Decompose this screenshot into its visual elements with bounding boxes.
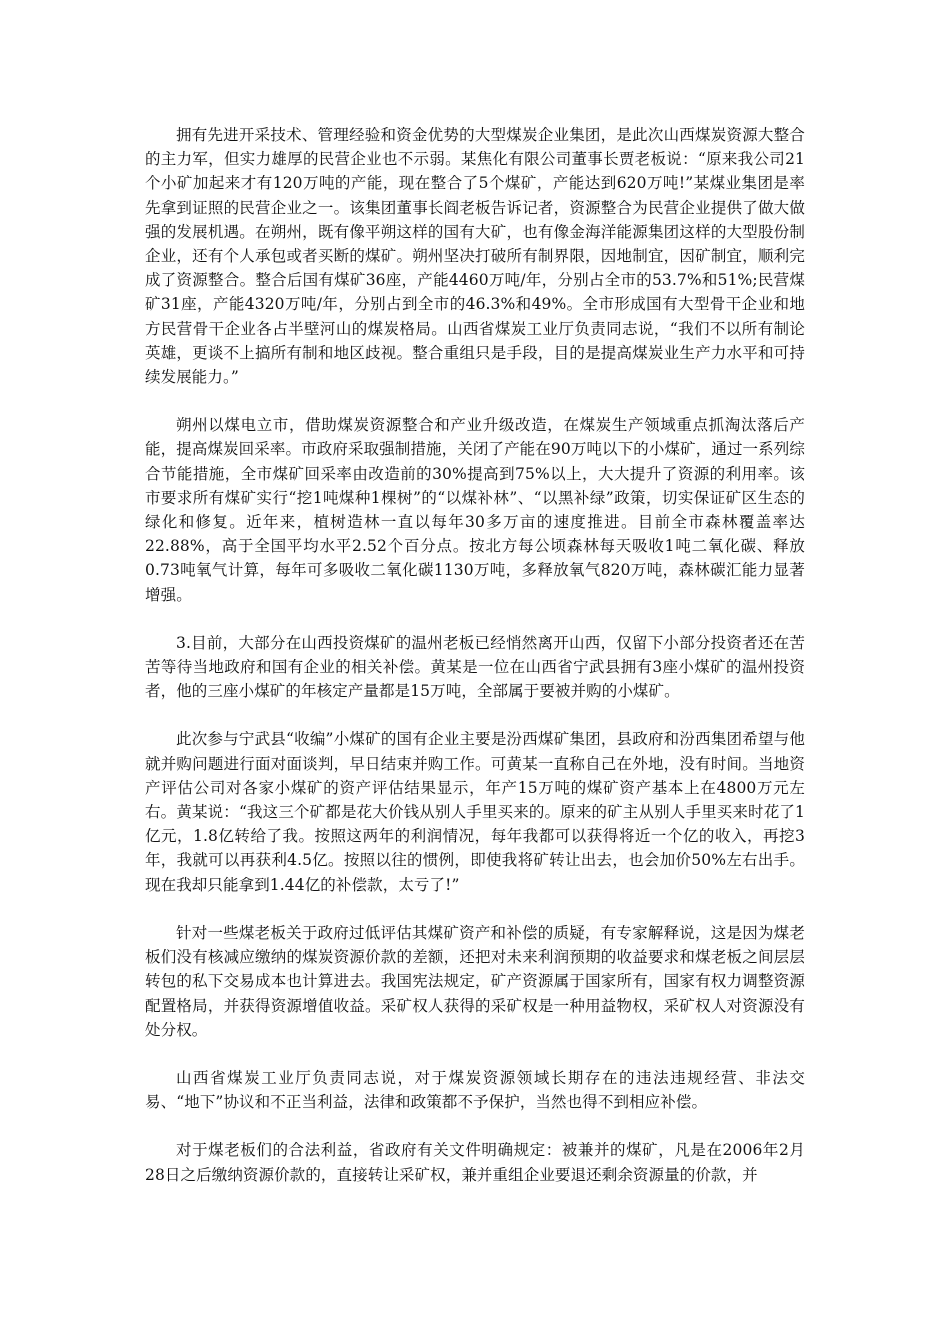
paragraph-ningwu-acquisition: 此次参与宁武县“收编”小煤矿的国有企业主要是汾西煤矿集团，县政府和汾西集团希望与他就并购问题进行面对面谈判，早日结束并购工作。可黄某一直称自己在外地，没有时间。当地资产评估公司对各家小煤矿的资产评估结果显示，年产15万吨的煤矿资产基本上在4800万元左右。黄某说：“我这三个矿都是花大价钱从别人手里买来的。原来的矿主从别人手里买来时花了1亿元，1.8亿转给了我。按照这两年的利润情况，每年我都可以获得将近一个亿的收入，再挖3年，我就可以再获利4.5亿。按照以往的惯例，即使我将矿转让出去，也会加价50%左右出手。现在我却只能拿到1.44亿的补偿款，太亏了!” bbox=[145, 730, 805, 894]
paragraph-coal-bureau-statement: 山西省煤炭工业厅负责同志说，对于煤炭资源领域长期存在的违法违规经营、非法交易、“地下”协议和不正当利益，法律和政策都不予保护，当然也得不到相应补偿。 bbox=[145, 1068, 805, 1112]
paragraph-wenzhou-investors: 3.目前，大部分在山西投资煤矿的温州老板已经悄然离开山西，仅留下小部分投资者还在苦苦等待当地政府和国有企业的相关补偿。黄某是一位在山西省宁武县拥有3座小煤矿的温州投资者，他的三座小煤矿的年核定产量都是15万吨，全部属于要被并购的小煤矿。 bbox=[145, 633, 805, 701]
paragraph-shuozhou-energy-saving: 朔州以煤电立市，借助煤炭资源整合和产业升级改造，在煤炭生产领域重点抓淘汰落后产能，提高煤炭回采率。市政府采取强制措施，关闭了产能在90万吨以下的小煤矿，通过一系列综合节能措施，全市煤矿回采率由改造前的30%提高到75%以上，大大提升了资源的利用率。该市要求所有煤矿实行“挖1吨煤种1棵树”的“以煤补林”、“以黑补绿”政策，切实保证矿区生态的绿化和修复。近年来，植树造林一直以每年30多万亩的速度推进。目前全市森林覆盖率达22.88%，高于全国平均水平2.52个百分点。按北方每公顷森林每天吸收1吨二氧化碳、释放0.73吨氧气计算，每年可多吸收二氧化碳1130万吨，多释放氧气820万吨，森林碳汇能力显著增强。 bbox=[145, 416, 805, 604]
paragraph-coal-integration-private-enterprises: 拥有先进开采技术、管理经验和资金优势的大型煤炭企业集团，是此次山西煤炭资源大整合的主力军，但实力雄厚的民营企业也不示弱。某焦化有限公司董事长贾老板说：“原来我公司21个小矿加起来才有120万吨的产能，现在整合了5个煤矿，产能达到620万吨!”某煤业集团是率先拿到证照的民营企业之一。该集团董事长阎老板告诉记者，资源整合为民营企业提供了做大做强的发展机遇。在朔州，既有像平朔这样的国有大矿，也有像金海洋能源集团这样的大型股份制企业，还有个人承包或者买断的煤矿。朔州坚决打破所有制界限，因地制宜，因矿制宜，顺利完成了资源整合。整合后国有煤矿36座，产能4460万吨/年，分别占全市的53.7%和51%;民营煤矿31座，产能4320万吨/年，分别占到全市的46.3%和49%。全市形成国有大型骨干企业和地方民营骨干企业各占半壁河山的煤炭格局。山西省煤炭工业厅负责同志说，“我们不以所有制论英雄，更谈不上搞所有制和地区歧视。整合重组只是手段，目的是提高煤炭业生产力水平和可持续发展能力。” bbox=[145, 126, 805, 387]
paragraph-legal-interests: 对于煤老板们的合法利益，省政府有关文件明确规定：被兼并的煤矿，凡是在2006年2月28日之后缴纳资源价款的，直接转让采矿权，兼并重组企业要退还剩余资源量的价款，并 bbox=[145, 1141, 805, 1184]
document-body bbox=[145, 123, 805, 1211]
paragraph-expert-explanation: 针对一些煤老板关于政府过低评估其煤矿资产和补偿的质疑，有专家解释说，这是因为煤老板们没有核减应缴纳的煤炭资源价款的差额，还把对未来利润预期的收益要求和煤老板之间层层转包的私下交易成本也计算进去。我国宪法规定，矿产资源属于国家所有，国家有权力调整资源配置格局，并获得资源增值收益。采矿权人获得的采矿权是一种用益物权，采矿权人对资源没有处分权。 bbox=[145, 923, 805, 1039]
